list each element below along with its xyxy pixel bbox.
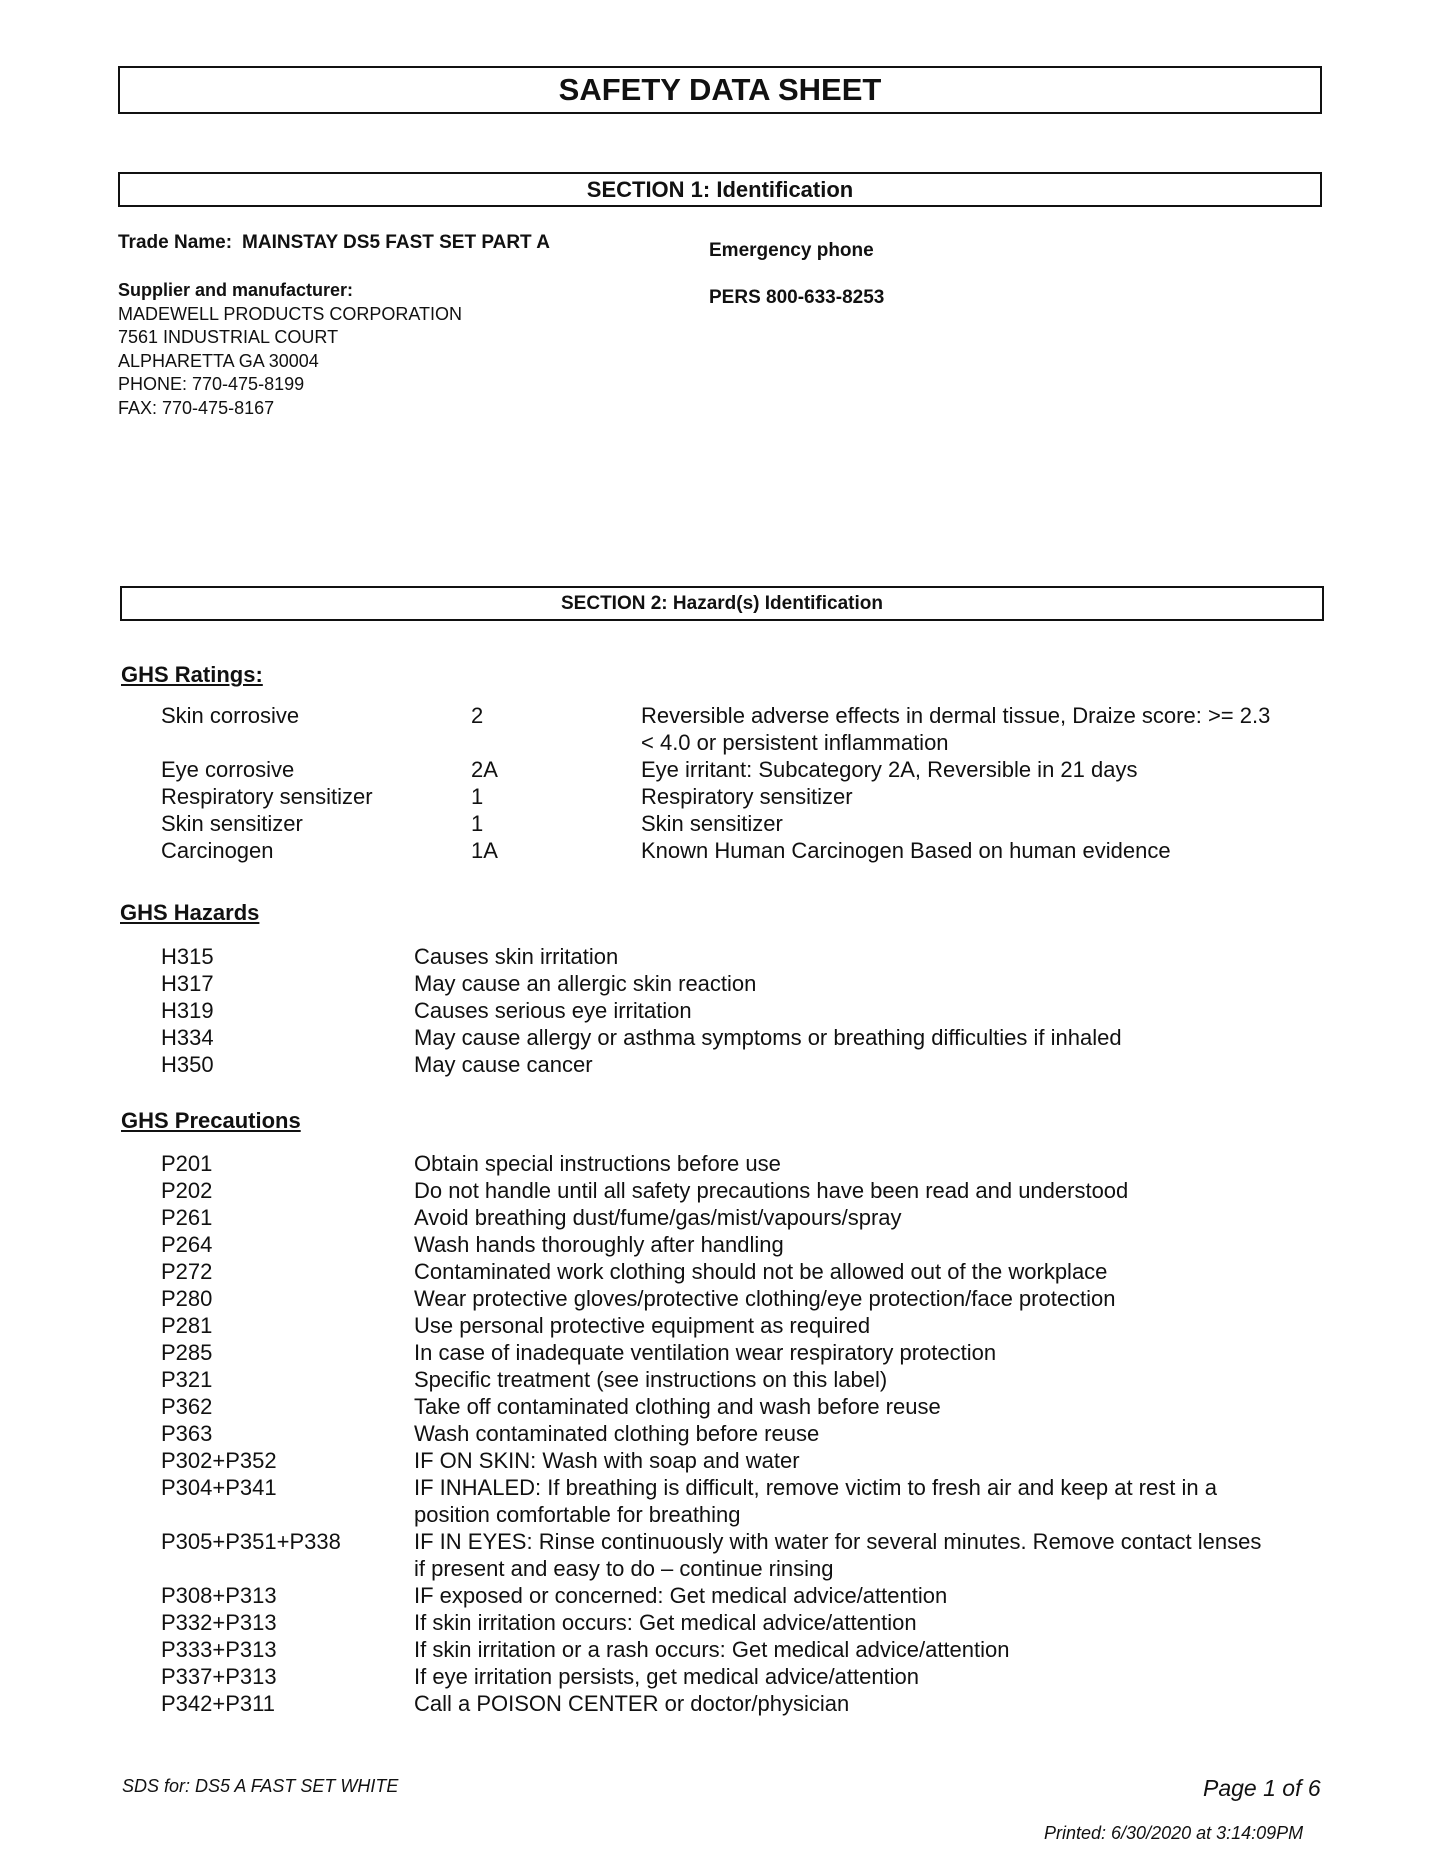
precaution-row (161, 1636, 1291, 1663)
rating-category: 1A (471, 838, 498, 863)
precaution-row (161, 1528, 1291, 1582)
rating-description: Skin sensitizer (641, 811, 783, 836)
rating-row (161, 810, 1291, 837)
rating-description: Eye irritant: Subcategory 2A, Reversible in 21 days (641, 757, 1138, 782)
precaution-row (161, 1177, 1291, 1204)
precaution-row (161, 1447, 1291, 1474)
precaution-text: Wash hands thoroughly after handling (414, 1232, 784, 1257)
precaution-code: P342+P311 (161, 1691, 275, 1716)
hazard-row (161, 1024, 1291, 1051)
document-title: SAFETY DATA SHEET (118, 66, 1322, 114)
hazard-row (161, 970, 1291, 997)
hazard-row (161, 997, 1291, 1024)
rating-description: Reversible adverse effects in dermal tissue, Draize score: >= 2.3 < 4.0 or persistent inflammation (641, 703, 1271, 755)
precaution-text: IF IN EYES: Rinse continuously with water for several minutes. Remove contact lenses if present and easy to do – continue rinsing (414, 1529, 1262, 1581)
ghs-hazards-list (161, 943, 1291, 1078)
precaution-code: P321 (161, 1367, 213, 1392)
precaution-text: Wash contaminated clothing before reuse (414, 1421, 820, 1446)
ghs-precautions-heading: GHS Precautions (121, 1108, 301, 1133)
precaution-text: Wear protective gloves/protective clothing/eye protection/face protection (414, 1286, 1116, 1311)
precaution-row (161, 1231, 1291, 1258)
precaution-row (161, 1258, 1291, 1285)
precaution-code: P261 (161, 1205, 213, 1230)
precaution-text: If skin irritation occurs: Get medical advice/attention (414, 1610, 917, 1635)
precaution-code: P305+P351+P338 (161, 1529, 341, 1554)
hazard-code: H319 (161, 998, 214, 1023)
precaution-row (161, 1474, 1291, 1528)
hazard-text: Causes skin irritation (414, 944, 619, 969)
precaution-row (161, 1690, 1291, 1717)
hazard-text: May cause allergy or asthma symptoms or breathing difficulties if inhaled (414, 1025, 1122, 1050)
precaution-code: P337+P313 (161, 1664, 277, 1689)
ghs-precautions-list (161, 1150, 1291, 1717)
rating-row (161, 837, 1291, 864)
precaution-code: P264 (161, 1232, 213, 1257)
hazard-code: H350 (161, 1052, 214, 1077)
trade-name-value: MAINSTAY DS5 FAST SET PART A (242, 232, 550, 253)
rating-row (161, 702, 1291, 756)
precaution-text: Obtain special instructions before use (414, 1151, 781, 1176)
hazard-row (161, 1051, 1291, 1078)
precaution-text: Specific treatment (see instructions on this label) (414, 1367, 888, 1392)
trade-name (118, 232, 550, 254)
rating-category: 1 (471, 811, 484, 836)
precaution-row (161, 1420, 1291, 1447)
emergency-phone-number: PERS 800-633-8253 (709, 287, 885, 308)
hazard-code: H317 (161, 971, 214, 996)
hazard-text: May cause cancer (414, 1052, 593, 1077)
rating-name: Respiratory sensitizer (161, 784, 373, 809)
rating-name: Eye corrosive (161, 757, 295, 782)
hazard-text: Causes serious eye irritation (414, 998, 692, 1023)
precaution-code: P281 (161, 1313, 213, 1338)
precaution-text: If eye irritation persists, get medical advice/attention (414, 1664, 920, 1689)
rating-name: Skin corrosive (161, 703, 300, 728)
hazard-text: May cause an allergic skin reaction (414, 971, 757, 996)
precaution-row (161, 1312, 1291, 1339)
supplier-line: ALPHARETTA GA 30004 (118, 350, 319, 371)
emergency-phone-label: Emergency phone (709, 240, 874, 261)
rating-category: 1 (471, 784, 484, 809)
precaution-code: P363 (161, 1421, 213, 1446)
precaution-code: P272 (161, 1259, 213, 1284)
trade-name-label: Trade Name: (118, 232, 233, 253)
supplier-line: MADEWELL PRODUCTS CORPORATION (118, 303, 463, 324)
rating-row (161, 756, 1291, 783)
precaution-row (161, 1609, 1291, 1636)
supplier-label: Supplier and manufacturer: (118, 280, 354, 300)
rating-description: Respiratory sensitizer (641, 784, 853, 809)
supplier-block (118, 279, 462, 420)
hazard-row (161, 943, 1291, 970)
rating-description: Known Human Carcinogen Based on human evidence (641, 838, 1171, 863)
rating-name: Skin sensitizer (161, 811, 303, 836)
hazard-code: H315 (161, 944, 214, 969)
section2-heading: SECTION 2: Hazard(s) Identification (120, 586, 1324, 621)
precaution-code: P333+P313 (161, 1637, 277, 1662)
precaution-text: Contaminated work clothing should not be allowed out of the workplace (414, 1259, 1108, 1284)
precaution-row (161, 1204, 1291, 1231)
precaution-row (161, 1150, 1291, 1177)
supplier-line: FAX: 770-475-8167 (118, 397, 275, 418)
hazard-code: H334 (161, 1025, 214, 1050)
precaution-text: Take off contaminated clothing and wash before reuse (414, 1394, 941, 1419)
ghs-hazards-heading: GHS Hazards (120, 900, 260, 925)
precaution-code: P362 (161, 1394, 213, 1419)
precaution-text: If skin irritation or a rash occurs: Get medical advice/attention (414, 1637, 1010, 1662)
precaution-row (161, 1285, 1291, 1312)
precaution-text: IF INHALED: If breathing is difficult, remove victim to fresh air and keep at rest in a position comfortable for breathing (414, 1475, 1217, 1527)
rating-category: 2 (471, 703, 484, 728)
footer-sds-for: SDS for: DS5 A FAST SET WHITE (122, 1776, 399, 1796)
precaution-code: P332+P313 (161, 1610, 277, 1635)
precaution-text: IF exposed or concerned: Get medical advice/attention (414, 1583, 948, 1608)
section1-heading: SECTION 1: Identification (118, 172, 1322, 207)
precaution-text: IF ON SKIN: Wash with soap and water (414, 1448, 800, 1473)
precaution-text: In case of inadequate ventilation wear respiratory protection (414, 1340, 997, 1365)
precaution-row (161, 1339, 1291, 1366)
supplier-line: PHONE: 770-475-8199 (118, 374, 305, 394)
precaution-code: P280 (161, 1286, 213, 1311)
precaution-text: Avoid breathing dust/fume/gas/mist/vapours/spray (414, 1205, 902, 1230)
precaution-text: Call a POISON CENTER or doctor/physician (414, 1691, 850, 1716)
footer-printed-date: Printed: 6/30/2020 at 3:14:09PM (1044, 1823, 1304, 1843)
precaution-row (161, 1393, 1291, 1420)
precaution-code: P302+P352 (161, 1448, 277, 1473)
rating-category: 2A (471, 757, 498, 782)
precaution-code: P202 (161, 1178, 213, 1203)
ghs-ratings-table (161, 702, 1291, 864)
precaution-row (161, 1663, 1291, 1690)
rating-row (161, 783, 1291, 810)
precaution-code: P304+P341 (161, 1475, 277, 1500)
precaution-code: P285 (161, 1340, 213, 1365)
footer-page-number: Page 1 of 6 (1203, 1775, 1321, 1801)
precaution-text: Do not handle until all safety precautions have been read and understood (414, 1178, 1129, 1203)
precaution-code: P201 (161, 1151, 213, 1176)
precaution-row (161, 1582, 1291, 1609)
ghs-ratings-heading: GHS Ratings: (121, 662, 263, 687)
supplier-line: 7561 INDUSTRIAL COURT (118, 327, 339, 347)
precaution-row (161, 1366, 1291, 1393)
precaution-text: Use personal protective equipment as required (414, 1313, 871, 1338)
precaution-code: P308+P313 (161, 1583, 277, 1608)
rating-name: Carcinogen (161, 838, 274, 863)
